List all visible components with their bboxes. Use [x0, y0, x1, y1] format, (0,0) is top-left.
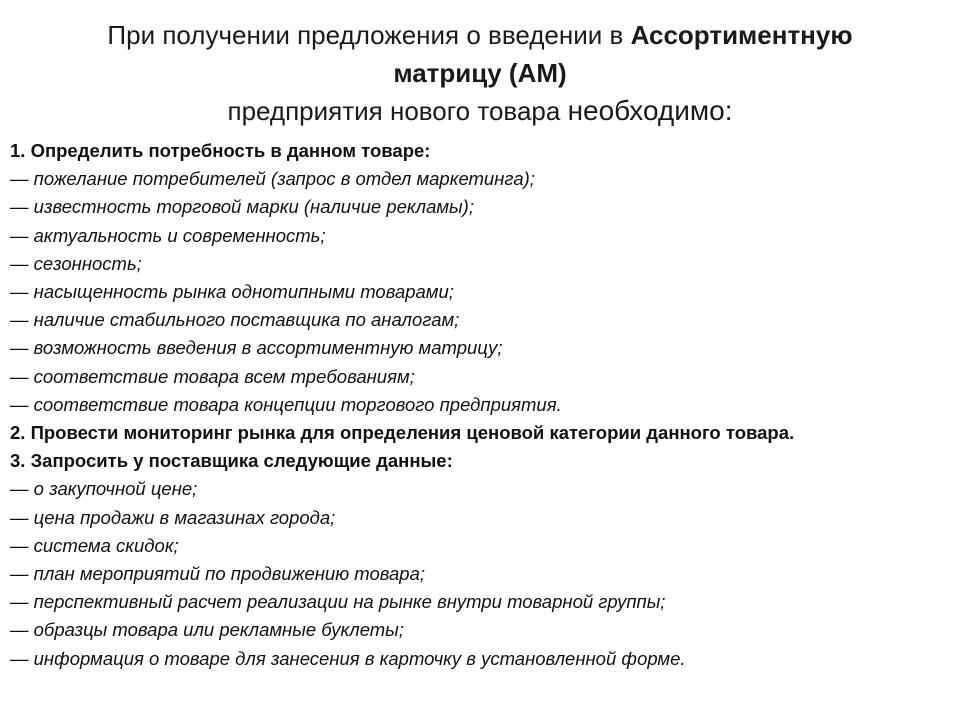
list-item: — актуальность и современность; [10, 224, 326, 246]
list-item: — сезонность; [10, 252, 142, 274]
list-item: — цена продажи в магазинах города; [10, 506, 336, 528]
list-item: — наличие стабильного поставщика по аналогам; [10, 309, 460, 331]
list-item: — пожелание потребителей (запрос в отдел маркетинга); [10, 168, 535, 190]
list-item: — информация о товаре для занесения в карточку в установленной форме. [10, 647, 686, 669]
title-bold-text: матрицу (АМ) [393, 58, 567, 88]
list-item: — образцы товара или рекламные буклеты; [10, 619, 404, 641]
title-bold-text: Ассортиментную [630, 20, 853, 50]
list-item: — возможность введения в ассортиментную матрицу; [10, 337, 503, 359]
section-heading: 1. Определить потребность в данном товаре: [10, 140, 431, 161]
title-line-3 [40, 92, 920, 130]
list-item: — соответствие товара всем требованиям; [10, 365, 415, 387]
list-item: — план мероприятий по продвижению товара; [10, 563, 426, 585]
list-item: — насыщенность рынка однотипными товарами; [10, 281, 454, 303]
slide-body [10, 137, 950, 673]
list-item: — перспективный расчет реализации на рынке внутри товарной группы; [10, 591, 666, 613]
list-item: — соответствие товара концепции торгового предприятия. [10, 393, 562, 415]
section-heading: 3. Запросить у поставщика следующие данные: [10, 450, 453, 472]
title-line-2 [40, 54, 920, 92]
list-item: — система скидок; [10, 534, 179, 556]
title-emphasis-text: необходимо: [567, 95, 733, 126]
list-item: — о закупочной цене; [10, 478, 198, 500]
list-item: — известность торговой марки (наличие рекламы); [10, 196, 474, 218]
title-text: При получении предложения о введении в [107, 20, 631, 50]
title-line-1 [40, 16, 920, 54]
slide-title [40, 16, 920, 130]
section-heading: 2. Провести мониторинг рынка для определения ценовой категории данного товара. [10, 422, 795, 444]
title-text: предприятия нового товара [227, 96, 568, 126]
